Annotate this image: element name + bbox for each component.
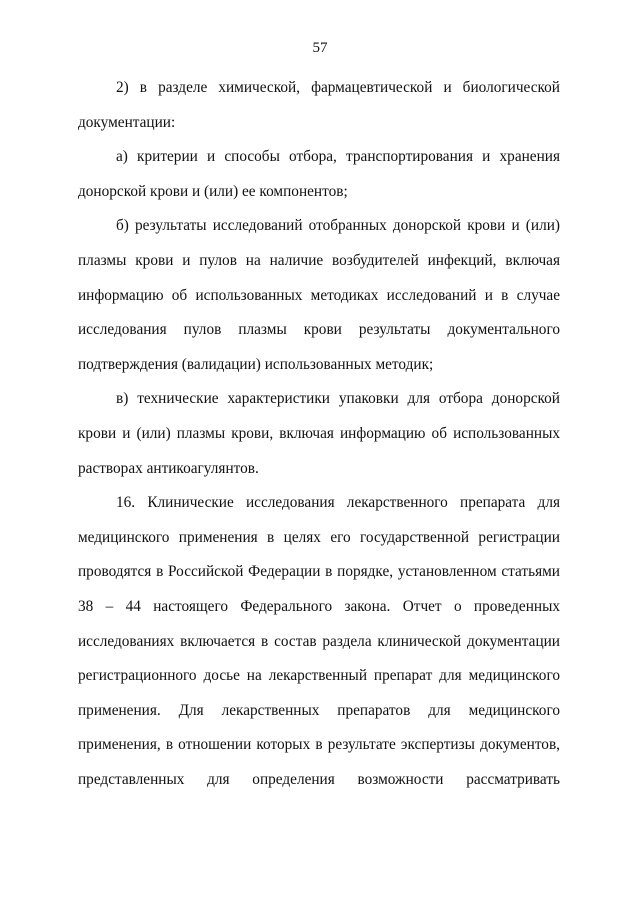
text-line: исследования пулов плазмы крови результаты документального — [78, 321, 560, 339]
text-line: документации: — [78, 113, 176, 131]
text-line: исследованиях включается в состав раздела клинической документации — [78, 632, 560, 650]
text-line: информацию об использованных методиках исследований и в случае — [78, 286, 560, 304]
page-number: 57 — [312, 40, 328, 56]
text-line: растворах антикоагулянтов. — [78, 459, 259, 477]
text-line: 2) в разделе химической, фармацевтической и биологической — [116, 79, 560, 96]
text-line: донорской крови и (или) ее компонентов; — [78, 182, 348, 200]
text-line: медицинского применения в целях его государственной регистрации — [78, 528, 560, 546]
text-line: применения. Для лекарственных препаратов для медицинского — [78, 701, 560, 719]
text-line: в) технические характеристики упаковки для отбора донорской — [116, 390, 560, 408]
text-line: подтверждения (валидации) использованных методик; — [78, 355, 434, 373]
text-line: крови и (или) плазмы крови, включая информацию об использованных — [78, 424, 560, 442]
document-body — [78, 71, 560, 797]
text-line: представленных для определения возможности рассматривать — [78, 770, 560, 788]
text-line: 16. Клинические исследования лекарственного препарата для — [116, 494, 560, 512]
text-line: регистрационного досье на лекарственный препарат для медицинского — [78, 667, 560, 685]
text-line: применения, в отношении которых в результате экспертизы документов, — [78, 736, 560, 754]
text-line: плазмы крови и пулов на наличие возбудителей инфекций, включая — [78, 251, 560, 269]
text-line: 38 – 44 настоящего Федерального закона. Отчет о проведенных — [78, 597, 560, 615]
text-line: б) результаты исследований отобранных донорской крови и (или) — [116, 217, 560, 235]
text-line: проводятся в Российской Федерации в порядке, установленном статьями — [78, 563, 560, 581]
text-line: а) критерии и способы отбора, транспортирования и хранения — [116, 148, 560, 166]
